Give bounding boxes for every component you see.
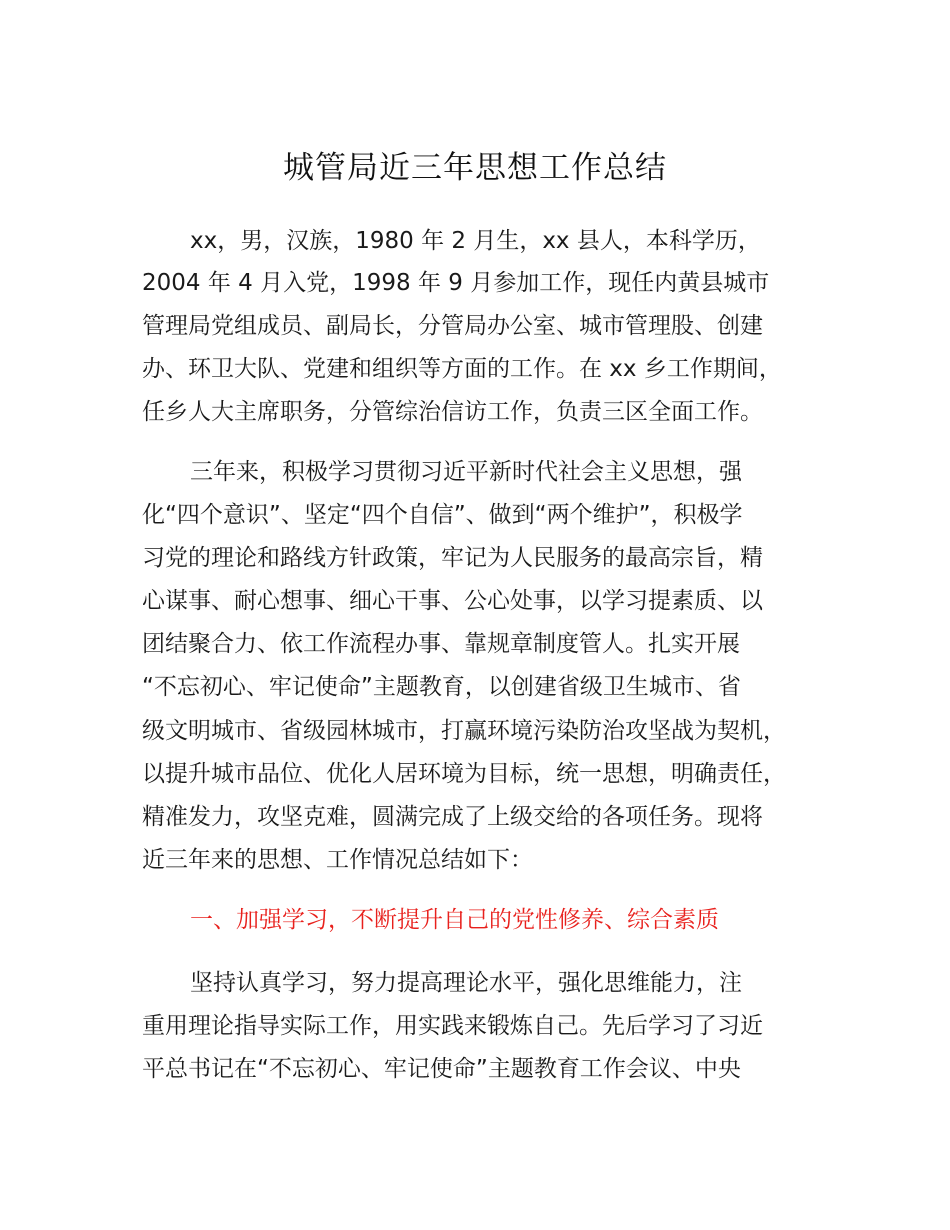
- paragraph-line: 精准发力，攻坚克难，圆满完成了上级交给的各项任务。现将: [142, 804, 763, 830]
- paragraph-line: 三年来，积极学习贯彻习近平新时代社会主义思想，强: [190, 459, 742, 485]
- paragraph-line: 2004 年 4 月入党，1998 年 9 月参加工作，现任内黄县城市: [142, 270, 770, 296]
- paragraph-line: xx，男，汉族，1980 年 2 月生，xx 县人，本科学历，: [190, 228, 761, 254]
- paragraph-line: 任乡人大主席职务，分管综治信访工作，负责三区全面工作。: [142, 399, 763, 425]
- paragraph-line: 心谋事、耐心想事、细心干事、公心处事，以学习提素质、以: [142, 588, 763, 614]
- paragraph-line: 级文明城市、省级园林城市，打赢环境污染防治攻坚战为契机，: [142, 718, 786, 744]
- section-heading: 一、加强学习，不断提升自己的党性修养、综合素质: [190, 907, 719, 933]
- paragraph-line: 习党的理论和路线方针政策，牢记为人民服务的最高宗旨，精: [142, 545, 763, 571]
- page-title: 城管局近三年思想工作总结: [283, 150, 667, 186]
- paragraph-line: 化“四个意识”、坚定“四个自信”、做到“两个维护”，积极学: [142, 502, 743, 528]
- paragraph-line: 近三年来的思想、工作情况总结如下：: [142, 847, 533, 873]
- paragraph-line: 办、环卫大队、党建和组织等方面的工作。在 xx 乡工作期间，: [142, 356, 782, 382]
- paragraph-line: 管理局党组成员、副局长，分管局办公室、城市管理股、创建: [142, 313, 763, 339]
- paragraph-line: 重用理论指导实际工作，用实践来锻炼自己。先后学习了习近: [142, 1013, 763, 1039]
- paragraph-line: 团结聚合力、依工作流程办事、靠规章制度管人。扎实开展: [142, 631, 740, 657]
- paragraph-line: 坚持认真学习，努力提高理论水平，强化思维能力，注: [190, 970, 742, 996]
- paragraph-line: “不忘初心、牢记使命”主题教育，以创建省级卫生城市、省: [142, 674, 741, 700]
- paragraph-line: 以提升城市品位、优化人居环境为目标，统一思想，明确责任，: [142, 761, 786, 787]
- paragraph-line: 平总书记在“不忘初心、牢记使命”主题教育工作会议、中央: [142, 1056, 741, 1082]
